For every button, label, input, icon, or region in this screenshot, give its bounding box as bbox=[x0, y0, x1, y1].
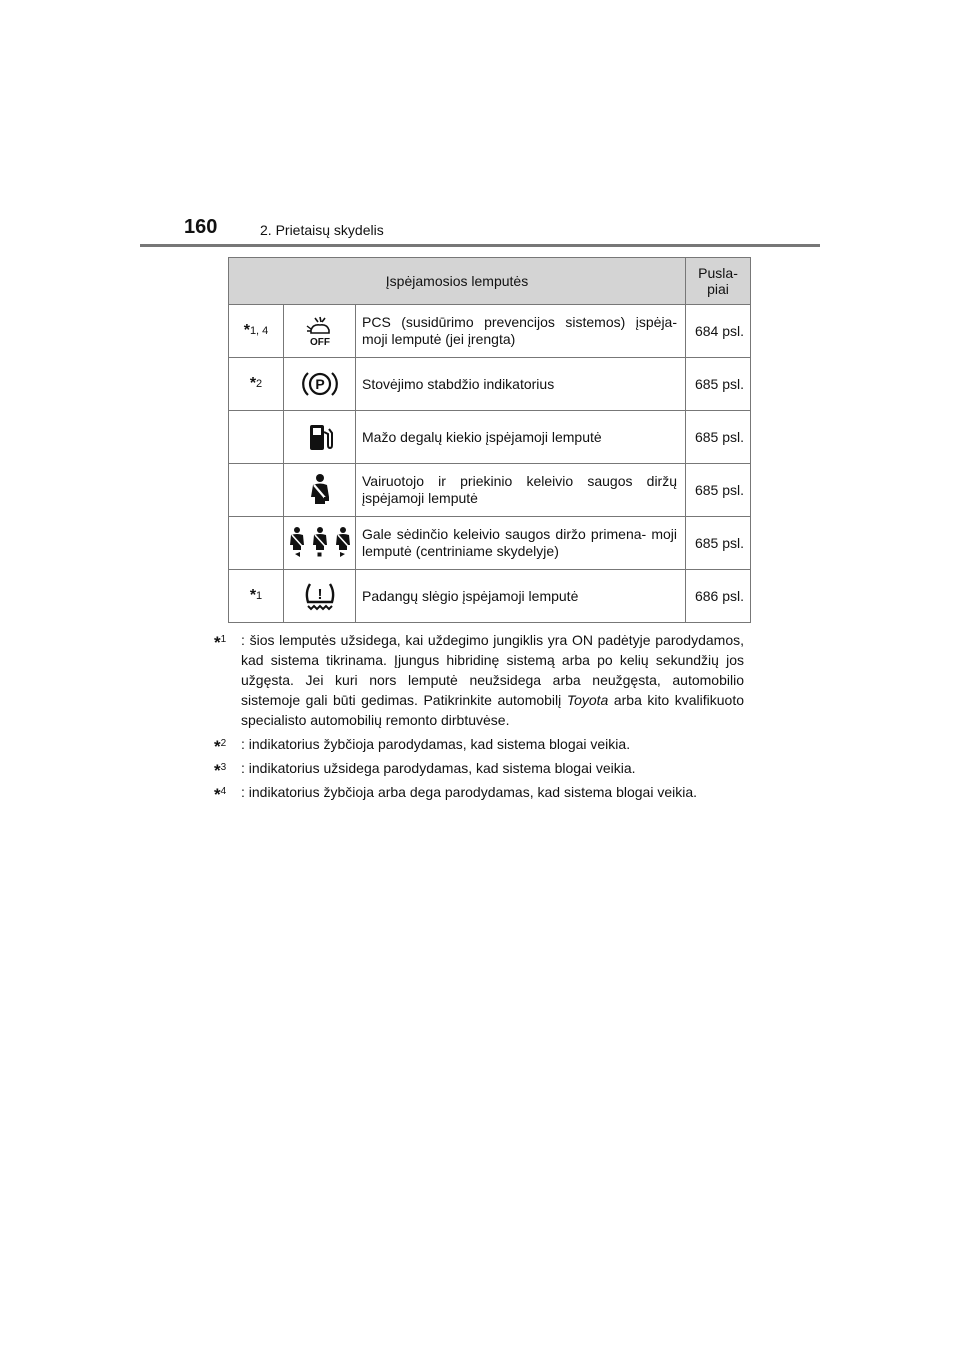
footnote-marker: *$^1$ bbox=[214, 633, 227, 652]
header-rule bbox=[140, 244, 820, 247]
row-description: Vairuotojo ir priekinio keleivio saugos diržų įspėjamoji lemputė bbox=[356, 464, 686, 517]
tire-pressure-icon bbox=[284, 570, 356, 623]
footnote-marker: *$^3$ bbox=[214, 761, 227, 780]
row-page: 685 psl. bbox=[686, 411, 751, 464]
row-page: 686 psl. bbox=[686, 570, 751, 623]
row-marker: *1 bbox=[229, 570, 284, 623]
table-row bbox=[229, 517, 751, 570]
row-page: 685 psl. bbox=[686, 464, 751, 517]
row-page: 684 psl. bbox=[686, 305, 751, 358]
row-marker bbox=[229, 464, 284, 517]
svg-text:P: P bbox=[314, 376, 325, 392]
footnotes bbox=[214, 630, 744, 806]
footnote-marker: *$^2$ bbox=[214, 737, 227, 756]
row-description: PCS (susidūrimo prevencijos sistemos) įspėja- moji lemputė (jei įrengta) bbox=[356, 305, 686, 358]
footnote-marker: *$^4$ bbox=[214, 785, 227, 804]
svg-text:!: ! bbox=[317, 586, 322, 603]
row-description: Padangų slėgio įspėjamoji lemputė bbox=[356, 570, 686, 623]
footnote: *$^2$ : indikatorius žybčioja parodydamas, kad sistema blogai veikia. bbox=[214, 736, 631, 756]
row-page: 685 psl. bbox=[686, 517, 751, 570]
row-marker bbox=[229, 411, 284, 464]
row-marker: *2 bbox=[229, 358, 284, 411]
page-number: 160 bbox=[184, 216, 218, 238]
table-row bbox=[229, 305, 751, 358]
footnote: *$^1$ : šios lemputės užsidega, kai uždegimo jungiklis yra ON padėtyje parodydamos, kad sistema tikrinama. Įjungus hibridinę sistemą arba po kelių sekundžių jos užgęsta. Jei kuri nors lemputė neužsidega arba neužgęsta, automobilio sistemoje gali būti gedimas. Patikrinkite automobilį Toyota arba kito kvalifikuoto specialisto automobilių remonto dirbtuvėse. bbox=[214, 632, 744, 728]
section-title: 2. Prietaisų skydelis bbox=[260, 222, 384, 238]
header-pages: Pusla- piai bbox=[686, 258, 751, 305]
row-marker bbox=[229, 517, 284, 570]
page-header bbox=[0, 216, 960, 246]
rear-seatbelt-icon bbox=[284, 517, 356, 570]
fuel-pump-icon bbox=[284, 411, 356, 464]
svg-text:OFF: OFF bbox=[309, 337, 330, 348]
seatbelt-icon bbox=[284, 464, 356, 517]
row-page: 685 psl. bbox=[686, 358, 751, 411]
footnote: *$^3$ : indikatorius užsidega parodydamas, kad sistema blogai veikia. bbox=[214, 760, 636, 780]
table-row bbox=[229, 358, 751, 411]
table-row bbox=[229, 570, 751, 623]
table-header-row bbox=[229, 258, 751, 305]
pcs-off-icon bbox=[284, 305, 356, 358]
header-lights: Įspėjamosios lemputės bbox=[229, 258, 686, 305]
warning-lights-table bbox=[228, 257, 751, 623]
row-marker: *1, 4 bbox=[229, 305, 284, 358]
table-row bbox=[229, 464, 751, 517]
parking-brake-icon bbox=[284, 358, 356, 411]
row-description: Mažo degalų kiekio įspėjamoji lemputė bbox=[356, 411, 686, 464]
footnote: *$^4$ : indikatorius žybčioja arba dega parodydamas, kad sistema blogai veikia. bbox=[214, 784, 698, 804]
row-description: Gale sėdinčio keleivio saugos diržo primena- moji lemputė (centriniame skydelyje) bbox=[356, 517, 686, 570]
table-row bbox=[229, 411, 751, 464]
row-description: Stovėjimo stabdžio indikatorius bbox=[356, 358, 686, 411]
